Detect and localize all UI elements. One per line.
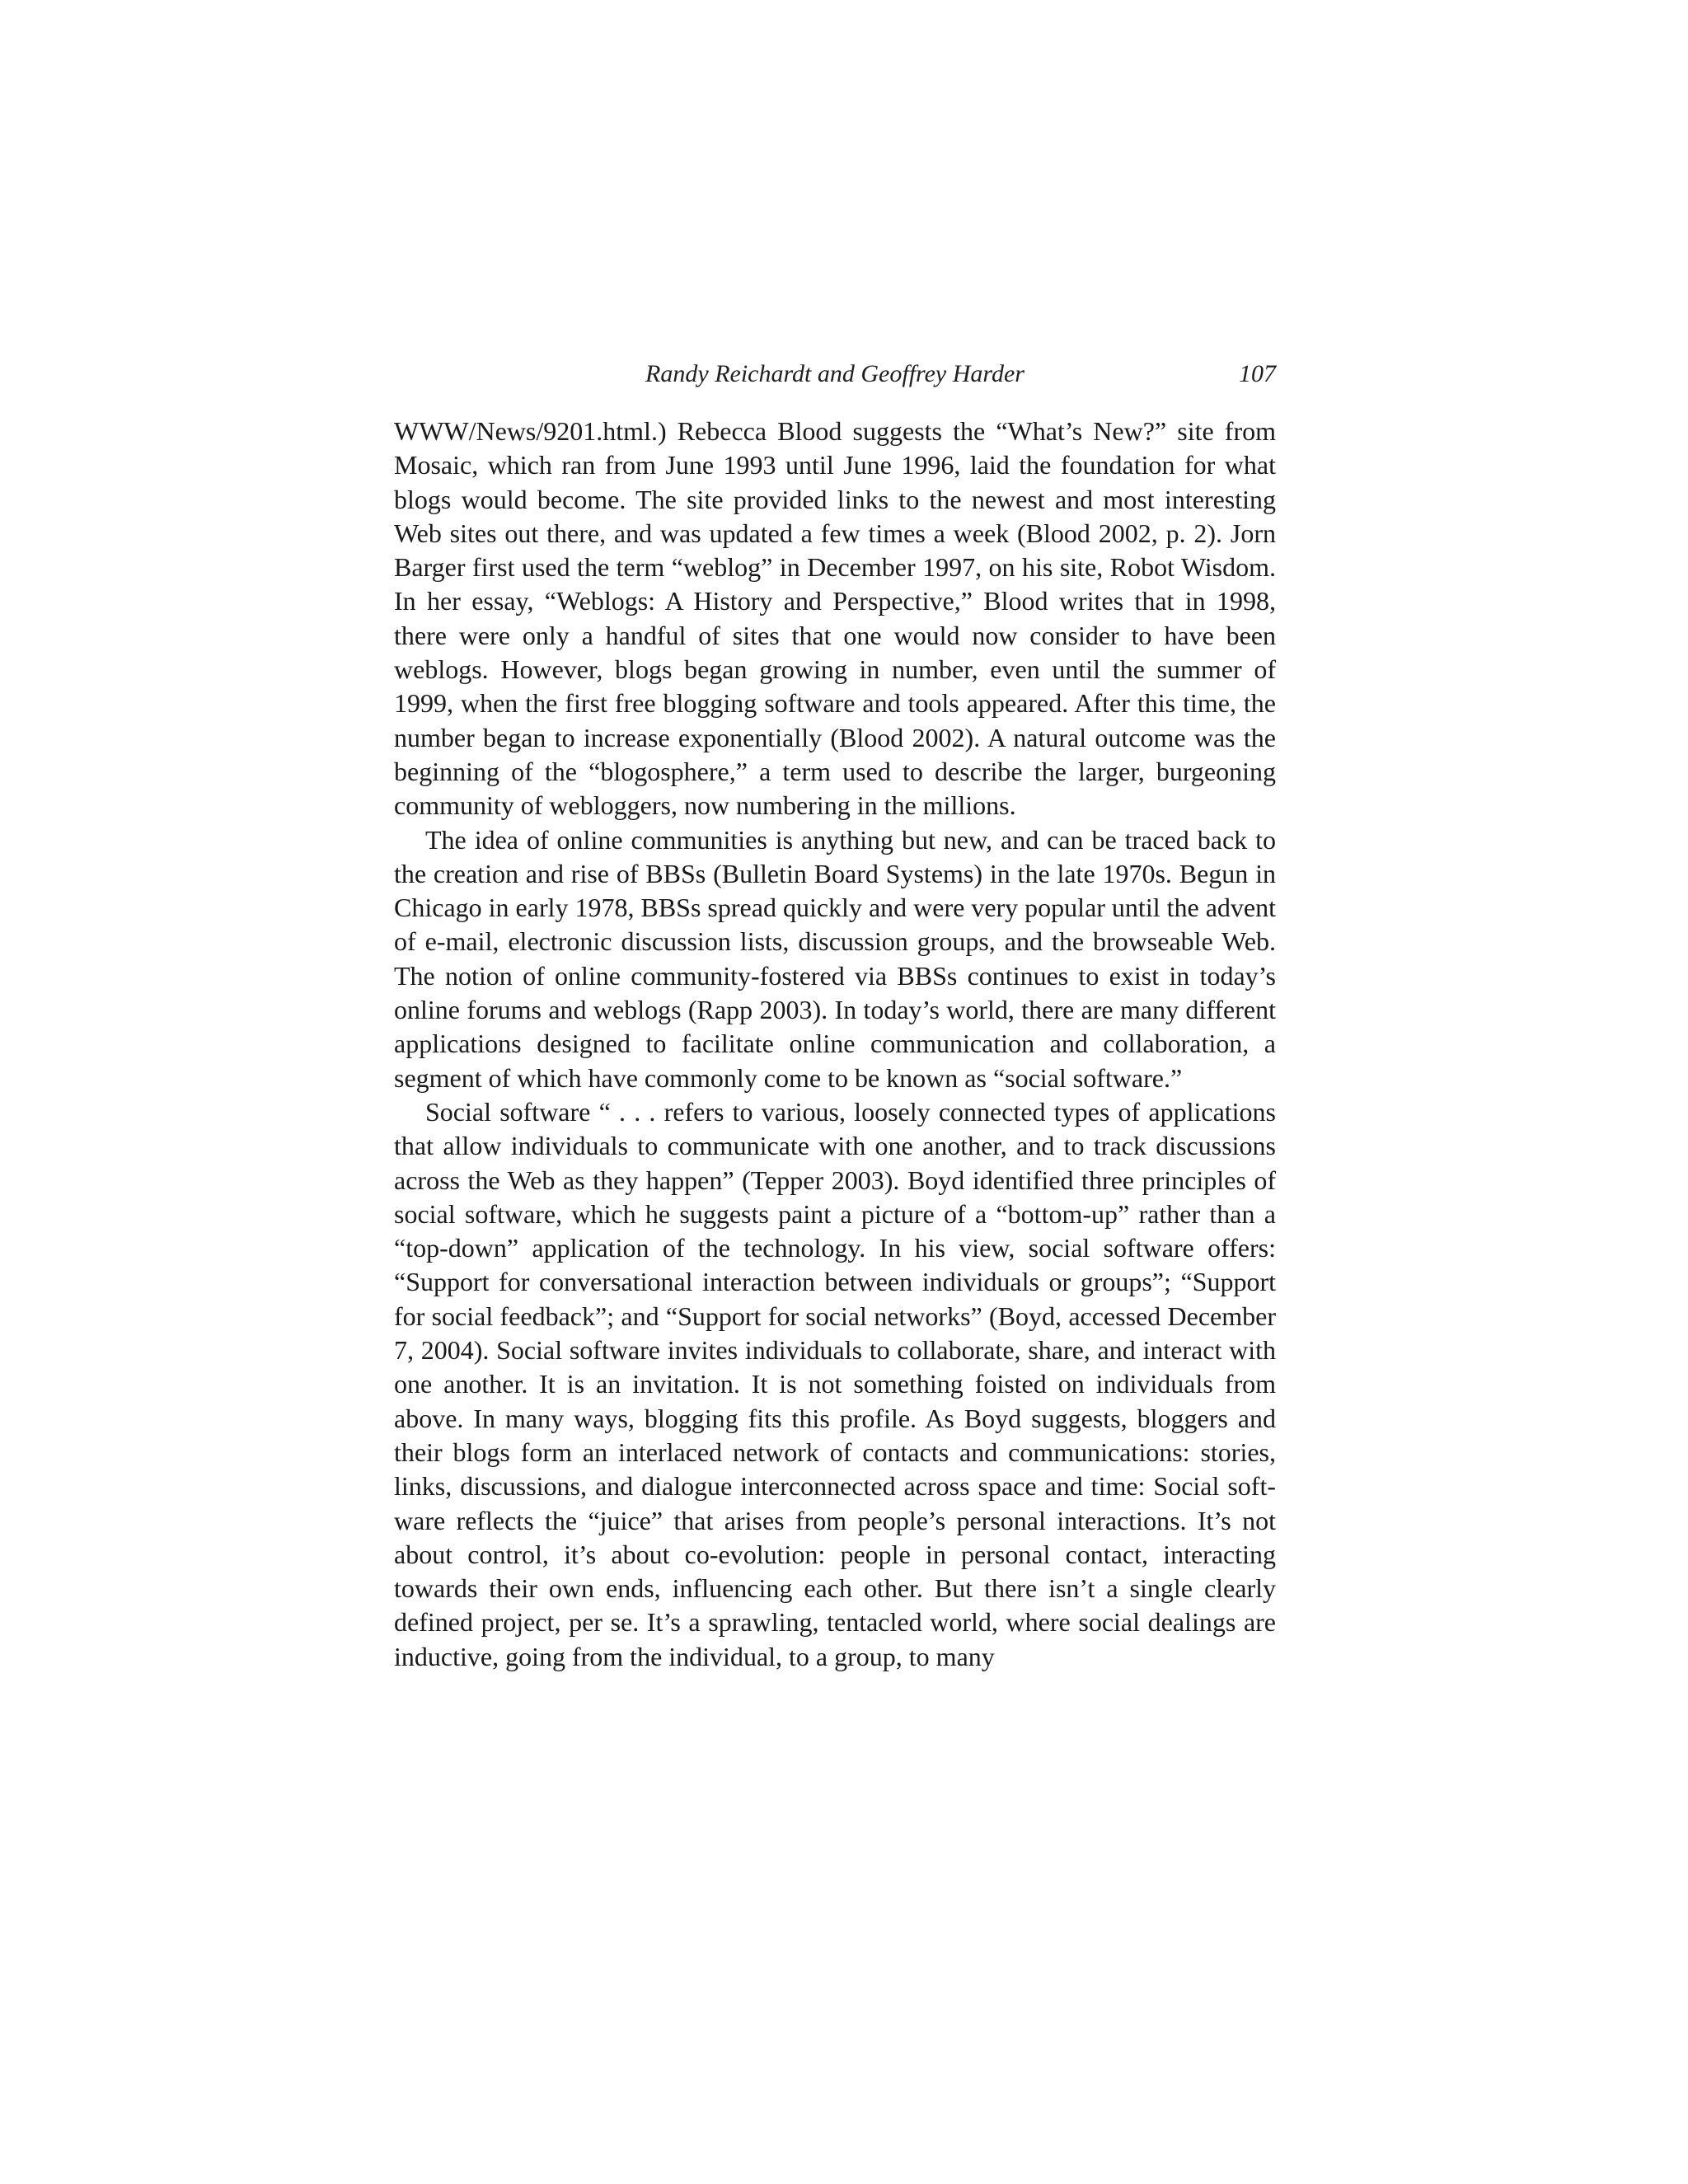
body-text <box>394 415 1276 1674</box>
page-number: 107 <box>1239 360 1276 387</box>
running-title: Randy Reichardt and Geoffrey Harder <box>645 360 1025 387</box>
paragraph-3: Social software “ . . . refers to various, loosely connected types of applications that allow individuals to communicate with one another, and to track discussions across the Web as they happen” (Tepper 2003). Boyd identified three principles of social software, which he suggests paint a picture of a “bottom-up” rather than a “top-down” application of the technology. In his view, social software offers: “Support for conversational interaction between individuals or groups”; “Support for social feedback”; and “Support for social networks” (Boyd, accessed December 7, 2004). Social software invites individuals to collaborate, share, and interact with one another. It is an invitation. It is not something foisted on individuals from above. In many ways, blogging fits this profile. As Boyd suggests, bloggers and their blogs form an interlaced network of contacts and communications: stories, links, discussions, and dialogue interconnected across space and time: Social software reflects the “juice” that arises from people’s personal interactions. It’s not about control, it’s about co-evolution: people in personal contact, interacting towards their own ends, influencing each other. But there isn’t a single clearly defined project, per se. It’s a sprawling, tentacled world, where social dealings are inductive, going from the individual, to a group, to many <box>394 1096 1276 1671</box>
paragraph-2: The idea of online communities is anything but new, and can be traced back to the creation and rise of BBSs (Bulletin Board Systems) in the late 1970s. Begun in Chicago in early 1978, BBSs spread quickly and were very popular until the advent of e-mail, electronic discussion lists, discussion groups, and the browseable Web. The notion of online community-fostered via BBSs continues to exist in today’s online forums and weblogs (Rapp 2003). In today’s world, there are many different applications designed to facilitate online communication and collaboration, a segment of which have commonly come to be known as “social software.” <box>394 824 1276 1093</box>
paragraph-1: WWW/News/9201.html.) Rebecca Blood suggests the “What’s New?” site from Mosaic, which ran from June 1993 until June 1996, laid the foundation for what blogs would become. The site provided links to the newest and most interesting Web sites out there, and was updated a few times a week (Blood 2002, p. 2). Jorn Barger first used the term “weblog” in December 1997, on his site, Robot Wisdom. In her essay, “Weblogs: A History and Perspective,” Blood writes that in 1998, there were only a handful of sites that one would now consider to have been weblogs. However, blogs began growing in number, even until the summer of 1999, when the first free blogging software and tools appeared. After this time, the number began to increase exponentially (Blood 2002). A natural outcome was the beginning of the “blogosphere,” a term used to describe the larger, burgeoning community of webloggers, now numbering in the millions. <box>394 416 1276 821</box>
running-header <box>394 354 1276 394</box>
